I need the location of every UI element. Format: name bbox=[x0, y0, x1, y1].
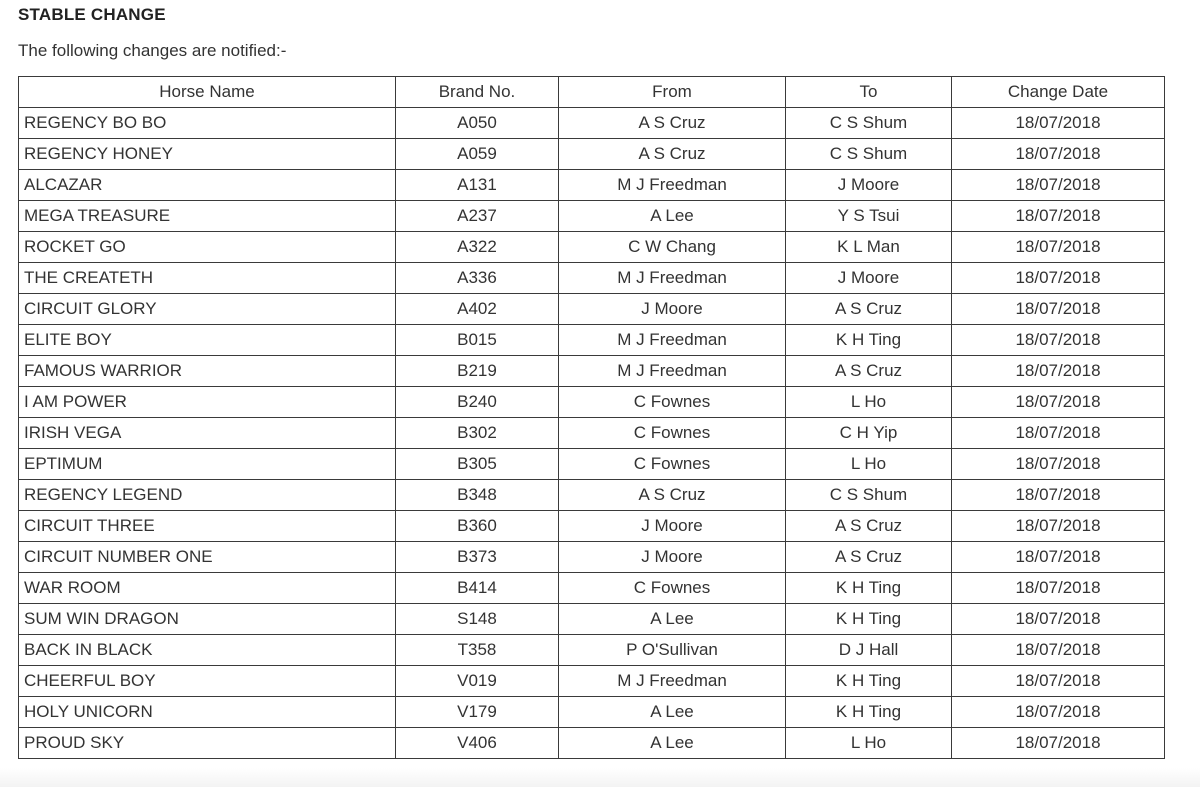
brand-no-cell: B305 bbox=[396, 449, 559, 480]
brand-no-cell: A402 bbox=[396, 294, 559, 325]
change-date-cell: 18/07/2018 bbox=[952, 201, 1165, 232]
from-trainer-cell: C Fownes bbox=[559, 387, 786, 418]
to-trainer-cell: K L Man bbox=[786, 232, 952, 263]
from-trainer-cell: A Lee bbox=[559, 728, 786, 759]
table-row bbox=[19, 294, 1165, 325]
brand-no-cell: B373 bbox=[396, 542, 559, 573]
to-trainer-cell: K H Ting bbox=[786, 573, 952, 604]
horse-name-cell: ALCAZAR bbox=[19, 170, 396, 201]
to-trainer-cell: D J Hall bbox=[786, 635, 952, 666]
column-header-change-date: Change Date bbox=[952, 77, 1165, 108]
column-header-to: To bbox=[786, 77, 952, 108]
table-row bbox=[19, 108, 1165, 139]
horse-name-cell: CIRCUIT GLORY bbox=[19, 294, 396, 325]
horse-name-cell: WAR ROOM bbox=[19, 573, 396, 604]
from-trainer-cell: M J Freedman bbox=[559, 325, 786, 356]
horse-name-cell: REGENCY LEGEND bbox=[19, 480, 396, 511]
from-trainer-cell: A Lee bbox=[559, 697, 786, 728]
change-date-cell: 18/07/2018 bbox=[952, 573, 1165, 604]
to-trainer-cell: L Ho bbox=[786, 387, 952, 418]
from-trainer-cell: C Fownes bbox=[559, 449, 786, 480]
table-row bbox=[19, 325, 1165, 356]
brand-no-cell: B360 bbox=[396, 511, 559, 542]
change-date-cell: 18/07/2018 bbox=[952, 263, 1165, 294]
horse-name-cell: CIRCUIT THREE bbox=[19, 511, 396, 542]
table-row bbox=[19, 666, 1165, 697]
horse-name-cell: FAMOUS WARRIOR bbox=[19, 356, 396, 387]
to-trainer-cell: J Moore bbox=[786, 170, 952, 201]
table-row bbox=[19, 139, 1165, 170]
brand-no-cell: T358 bbox=[396, 635, 559, 666]
table-row bbox=[19, 573, 1165, 604]
column-header-brand-no: Brand No. bbox=[396, 77, 559, 108]
change-date-cell: 18/07/2018 bbox=[952, 418, 1165, 449]
to-trainer-cell: C H Yip bbox=[786, 418, 952, 449]
horse-name-cell: THE CREATETH bbox=[19, 263, 396, 294]
table-row bbox=[19, 418, 1165, 449]
table-row bbox=[19, 542, 1165, 573]
from-trainer-cell: M J Freedman bbox=[559, 170, 786, 201]
change-date-cell: 18/07/2018 bbox=[952, 511, 1165, 542]
from-trainer-cell: M J Freedman bbox=[559, 356, 786, 387]
column-header-horse-name: Horse Name bbox=[19, 77, 396, 108]
horse-name-cell: BACK IN BLACK bbox=[19, 635, 396, 666]
horse-name-cell: EPTIMUM bbox=[19, 449, 396, 480]
change-date-cell: 18/07/2018 bbox=[952, 666, 1165, 697]
change-date-cell: 18/07/2018 bbox=[952, 294, 1165, 325]
horse-name-cell: I AM POWER bbox=[19, 387, 396, 418]
change-date-cell: 18/07/2018 bbox=[952, 480, 1165, 511]
to-trainer-cell: Y S Tsui bbox=[786, 201, 952, 232]
brand-no-cell: V179 bbox=[396, 697, 559, 728]
horse-name-cell: MEGA TREASURE bbox=[19, 201, 396, 232]
brand-no-cell: S148 bbox=[396, 604, 559, 635]
to-trainer-cell: A S Cruz bbox=[786, 356, 952, 387]
brand-no-cell: A322 bbox=[396, 232, 559, 263]
table-header-row bbox=[19, 77, 1165, 108]
from-trainer-cell: A Lee bbox=[559, 201, 786, 232]
change-date-cell: 18/07/2018 bbox=[952, 139, 1165, 170]
from-trainer-cell: C W Chang bbox=[559, 232, 786, 263]
to-trainer-cell: C S Shum bbox=[786, 480, 952, 511]
to-trainer-cell: A S Cruz bbox=[786, 542, 952, 573]
change-date-cell: 18/07/2018 bbox=[952, 356, 1165, 387]
horse-name-cell: CIRCUIT NUMBER ONE bbox=[19, 542, 396, 573]
horse-name-cell: REGENCY BO BO bbox=[19, 108, 396, 139]
page-bottom-edge bbox=[0, 768, 1200, 787]
brand-no-cell: V019 bbox=[396, 666, 559, 697]
change-date-cell: 18/07/2018 bbox=[952, 232, 1165, 263]
change-date-cell: 18/07/2018 bbox=[952, 635, 1165, 666]
from-trainer-cell: M J Freedman bbox=[559, 263, 786, 294]
horse-name-cell: ELITE BOY bbox=[19, 325, 396, 356]
brand-no-cell: A059 bbox=[396, 139, 559, 170]
brand-no-cell: B414 bbox=[396, 573, 559, 604]
change-date-cell: 18/07/2018 bbox=[952, 108, 1165, 139]
table-row bbox=[19, 728, 1165, 759]
table-row bbox=[19, 697, 1165, 728]
intro-text: The following changes are notified:- bbox=[18, 41, 287, 60]
brand-no-cell: B302 bbox=[396, 418, 559, 449]
brand-no-cell: A237 bbox=[396, 201, 559, 232]
from-trainer-cell: A S Cruz bbox=[559, 480, 786, 511]
from-trainer-cell: A S Cruz bbox=[559, 108, 786, 139]
from-trainer-cell: C Fownes bbox=[559, 418, 786, 449]
change-date-cell: 18/07/2018 bbox=[952, 604, 1165, 635]
page-title: STABLE CHANGE bbox=[18, 5, 166, 24]
from-trainer-cell: J Moore bbox=[559, 294, 786, 325]
brand-no-cell: B240 bbox=[396, 387, 559, 418]
change-date-cell: 18/07/2018 bbox=[952, 728, 1165, 759]
brand-no-cell: B348 bbox=[396, 480, 559, 511]
horse-name-cell: CHEERFUL BOY bbox=[19, 666, 396, 697]
table-row bbox=[19, 201, 1165, 232]
brand-no-cell: B219 bbox=[396, 356, 559, 387]
table-row bbox=[19, 480, 1165, 511]
table-row bbox=[19, 449, 1165, 480]
brand-no-cell: A131 bbox=[396, 170, 559, 201]
to-trainer-cell: L Ho bbox=[786, 728, 952, 759]
table-body bbox=[19, 108, 1165, 759]
change-date-cell: 18/07/2018 bbox=[952, 542, 1165, 573]
table-row bbox=[19, 635, 1165, 666]
from-trainer-cell: J Moore bbox=[559, 542, 786, 573]
change-date-cell: 18/07/2018 bbox=[952, 387, 1165, 418]
from-trainer-cell: P O'Sullivan bbox=[559, 635, 786, 666]
table-row bbox=[19, 604, 1165, 635]
table-row bbox=[19, 387, 1165, 418]
to-trainer-cell: J Moore bbox=[786, 263, 952, 294]
from-trainer-cell: A Lee bbox=[559, 604, 786, 635]
horse-name-cell: ROCKET GO bbox=[19, 232, 396, 263]
change-date-cell: 18/07/2018 bbox=[952, 449, 1165, 480]
to-trainer-cell: K H Ting bbox=[786, 325, 952, 356]
brand-no-cell: B015 bbox=[396, 325, 559, 356]
horse-name-cell: SUM WIN DRAGON bbox=[19, 604, 396, 635]
table-row bbox=[19, 356, 1165, 387]
from-trainer-cell: C Fownes bbox=[559, 573, 786, 604]
change-date-cell: 18/07/2018 bbox=[952, 697, 1165, 728]
brand-no-cell: V406 bbox=[396, 728, 559, 759]
to-trainer-cell: A S Cruz bbox=[786, 511, 952, 542]
from-trainer-cell: A S Cruz bbox=[559, 139, 786, 170]
table-row bbox=[19, 170, 1165, 201]
horse-name-cell: HOLY UNICORN bbox=[19, 697, 396, 728]
brand-no-cell: A336 bbox=[396, 263, 559, 294]
brand-no-cell: A050 bbox=[396, 108, 559, 139]
horse-name-cell: REGENCY HONEY bbox=[19, 139, 396, 170]
to-trainer-cell: A S Cruz bbox=[786, 294, 952, 325]
from-trainer-cell: J Moore bbox=[559, 511, 786, 542]
from-trainer-cell: M J Freedman bbox=[559, 666, 786, 697]
to-trainer-cell: C S Shum bbox=[786, 108, 952, 139]
table-row bbox=[19, 511, 1165, 542]
table-row bbox=[19, 263, 1165, 294]
change-date-cell: 18/07/2018 bbox=[952, 170, 1165, 201]
stable-change-table bbox=[18, 76, 1165, 759]
to-trainer-cell: C S Shum bbox=[786, 139, 952, 170]
to-trainer-cell: K H Ting bbox=[786, 697, 952, 728]
horse-name-cell: IRISH VEGA bbox=[19, 418, 396, 449]
column-header-from: From bbox=[559, 77, 786, 108]
horse-name-cell: PROUD SKY bbox=[19, 728, 396, 759]
change-date-cell: 18/07/2018 bbox=[952, 325, 1165, 356]
to-trainer-cell: K H Ting bbox=[786, 666, 952, 697]
table-row bbox=[19, 232, 1165, 263]
to-trainer-cell: K H Ting bbox=[786, 604, 952, 635]
to-trainer-cell: L Ho bbox=[786, 449, 952, 480]
